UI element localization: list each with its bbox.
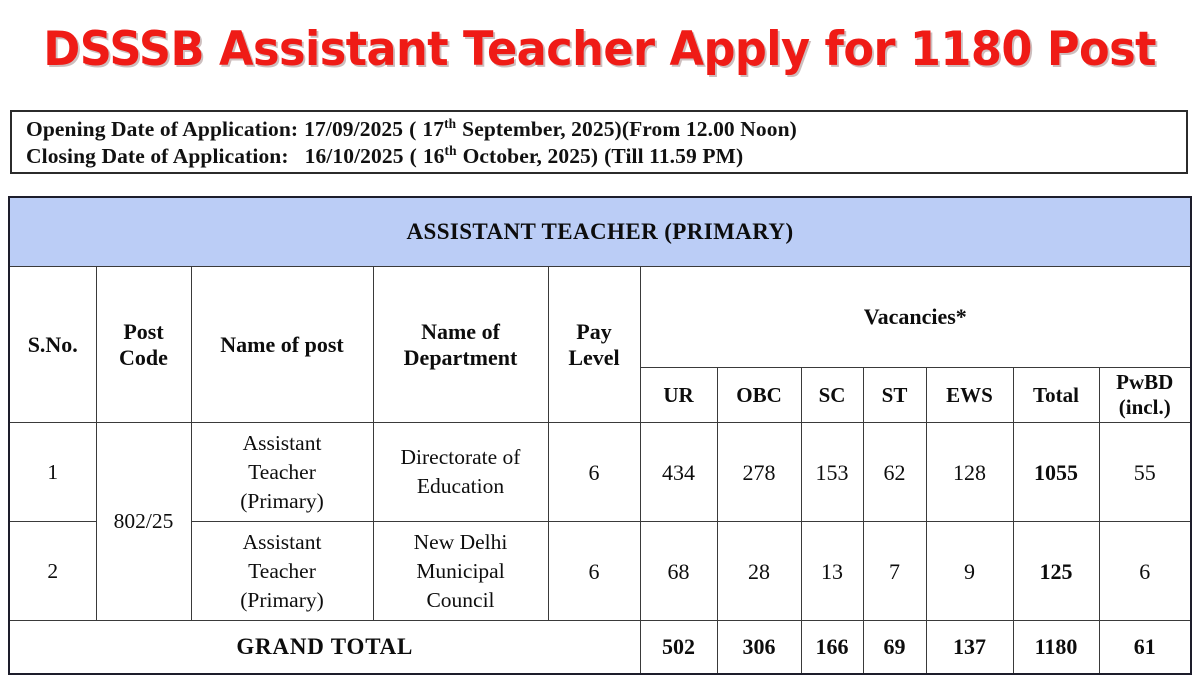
cell-department bbox=[373, 423, 548, 522]
column-header-pay-level bbox=[548, 267, 640, 423]
column-header-total: Total bbox=[1013, 368, 1099, 423]
column-header-pay-level-line1: Pay bbox=[576, 318, 612, 344]
cell-name-of-post-line2: Teacher bbox=[248, 459, 316, 484]
closing-date-ordinal: th bbox=[444, 142, 457, 158]
column-header-pwbd-line2: (incl.) bbox=[1118, 395, 1171, 419]
column-header-department bbox=[373, 267, 548, 423]
cell-obc: 278 bbox=[717, 423, 801, 522]
cell-name-of-post-line3: (Primary) bbox=[240, 587, 324, 612]
opening-date-line bbox=[26, 116, 1186, 143]
column-header-post-code-line1: Post bbox=[123, 318, 164, 344]
cell-obc: 28 bbox=[717, 522, 801, 621]
cell-name-of-post bbox=[191, 423, 373, 522]
cell-department-line2: Education bbox=[416, 474, 505, 498]
column-header-sc: SC bbox=[801, 368, 863, 423]
grand-total-total: 1180 bbox=[1013, 621, 1099, 675]
opening-date-numeric: 17/09/2025 bbox=[304, 117, 404, 141]
grand-total-row bbox=[9, 621, 1191, 675]
column-header-post-code bbox=[96, 267, 191, 423]
cell-sc: 13 bbox=[801, 522, 863, 621]
cell-department-line3: Council bbox=[426, 587, 495, 612]
table-header-row-primary bbox=[9, 267, 1191, 368]
cell-pay-level: 6 bbox=[548, 522, 640, 621]
column-header-ews: EWS bbox=[926, 368, 1013, 423]
grand-total-ews: 137 bbox=[926, 621, 1013, 675]
column-header-department-line1: Name of bbox=[421, 318, 500, 344]
column-header-pay-level-line2: Level bbox=[568, 344, 620, 370]
column-header-department-line2: Department bbox=[403, 344, 518, 370]
column-header-post-code-line2: Code bbox=[119, 344, 168, 370]
column-header-st: ST bbox=[863, 368, 926, 423]
cell-name-of-post-line1: Assistant bbox=[242, 430, 322, 455]
grand-total-st: 69 bbox=[863, 621, 926, 675]
cell-pwbd: 55 bbox=[1099, 423, 1191, 522]
closing-date-day: 16 bbox=[422, 144, 445, 168]
cell-ur: 434 bbox=[640, 423, 717, 522]
opening-date-day: 17 bbox=[422, 117, 445, 141]
cell-post-code: 802/25 bbox=[96, 423, 191, 621]
table-row bbox=[9, 423, 1191, 522]
cell-sc: 153 bbox=[801, 423, 863, 522]
column-header-vacancies-group: Vacancies* bbox=[640, 267, 1191, 368]
closing-paren-open: ( bbox=[409, 144, 417, 168]
cell-st: 7 bbox=[863, 522, 926, 621]
vacancy-table bbox=[8, 196, 1192, 675]
closing-date-month-year: October, 2025) bbox=[462, 144, 599, 168]
opening-date-time-note: (From 12.00 Noon) bbox=[621, 117, 797, 141]
cell-total: 1055 bbox=[1013, 423, 1099, 522]
grand-total-label: GRAND TOTAL bbox=[9, 621, 640, 675]
cell-ur: 68 bbox=[640, 522, 717, 621]
cell-sno: 1 bbox=[9, 423, 96, 522]
cell-st: 62 bbox=[863, 423, 926, 522]
opening-date-month-year: September, 2025) bbox=[462, 117, 622, 141]
opening-paren-open: ( bbox=[409, 117, 417, 141]
grand-total-ur: 502 bbox=[640, 621, 717, 675]
cell-ews: 9 bbox=[926, 522, 1013, 621]
cell-department bbox=[373, 522, 548, 621]
column-header-sno: S.No. bbox=[9, 267, 96, 423]
vacancy-table-wrapper bbox=[8, 196, 1190, 675]
column-header-obc: OBC bbox=[717, 368, 801, 423]
cell-department-line2: Municipal bbox=[416, 558, 505, 583]
cell-name-of-post-line1: Assistant bbox=[242, 529, 322, 554]
cell-name-of-post-line2: Teacher bbox=[248, 558, 316, 583]
cell-sno: 2 bbox=[9, 522, 96, 621]
column-header-pwbd bbox=[1099, 368, 1191, 423]
page-header bbox=[0, 0, 1200, 98]
grand-total-sc: 166 bbox=[801, 621, 863, 675]
closing-date-time-note: (Till 11.59 PM) bbox=[604, 144, 744, 168]
closing-date-line bbox=[26, 143, 1186, 170]
cell-department-line1: New Delhi bbox=[413, 529, 508, 554]
cell-pwbd: 6 bbox=[1099, 522, 1191, 621]
opening-date-ordinal: th bbox=[444, 115, 457, 131]
column-header-pwbd-line1: PwBD bbox=[1116, 370, 1174, 394]
application-dates-box bbox=[10, 110, 1188, 174]
cell-name-of-post bbox=[191, 522, 373, 621]
table-banner-row bbox=[9, 197, 1191, 267]
grand-total-obc: 306 bbox=[717, 621, 801, 675]
cell-department-line1: Directorate of bbox=[400, 445, 521, 469]
cell-ews: 128 bbox=[926, 423, 1013, 522]
column-header-name-of-post: Name of post bbox=[191, 267, 373, 423]
cell-total: 125 bbox=[1013, 522, 1099, 621]
closing-date-numeric: 16/10/2025 bbox=[304, 144, 404, 168]
opening-date-label: Opening Date of Application: bbox=[26, 117, 299, 141]
closing-date-label: Closing Date of Application: bbox=[26, 144, 289, 168]
cell-name-of-post-line3: (Primary) bbox=[240, 488, 324, 513]
grand-total-pwbd: 61 bbox=[1099, 621, 1191, 675]
page-title: DSSSB Assistant Teacher Apply for 1180 Post bbox=[43, 21, 1157, 77]
table-banner-title: ASSISTANT TEACHER (PRIMARY) bbox=[9, 197, 1191, 267]
cell-pay-level: 6 bbox=[548, 423, 640, 522]
column-header-ur: UR bbox=[640, 368, 717, 423]
